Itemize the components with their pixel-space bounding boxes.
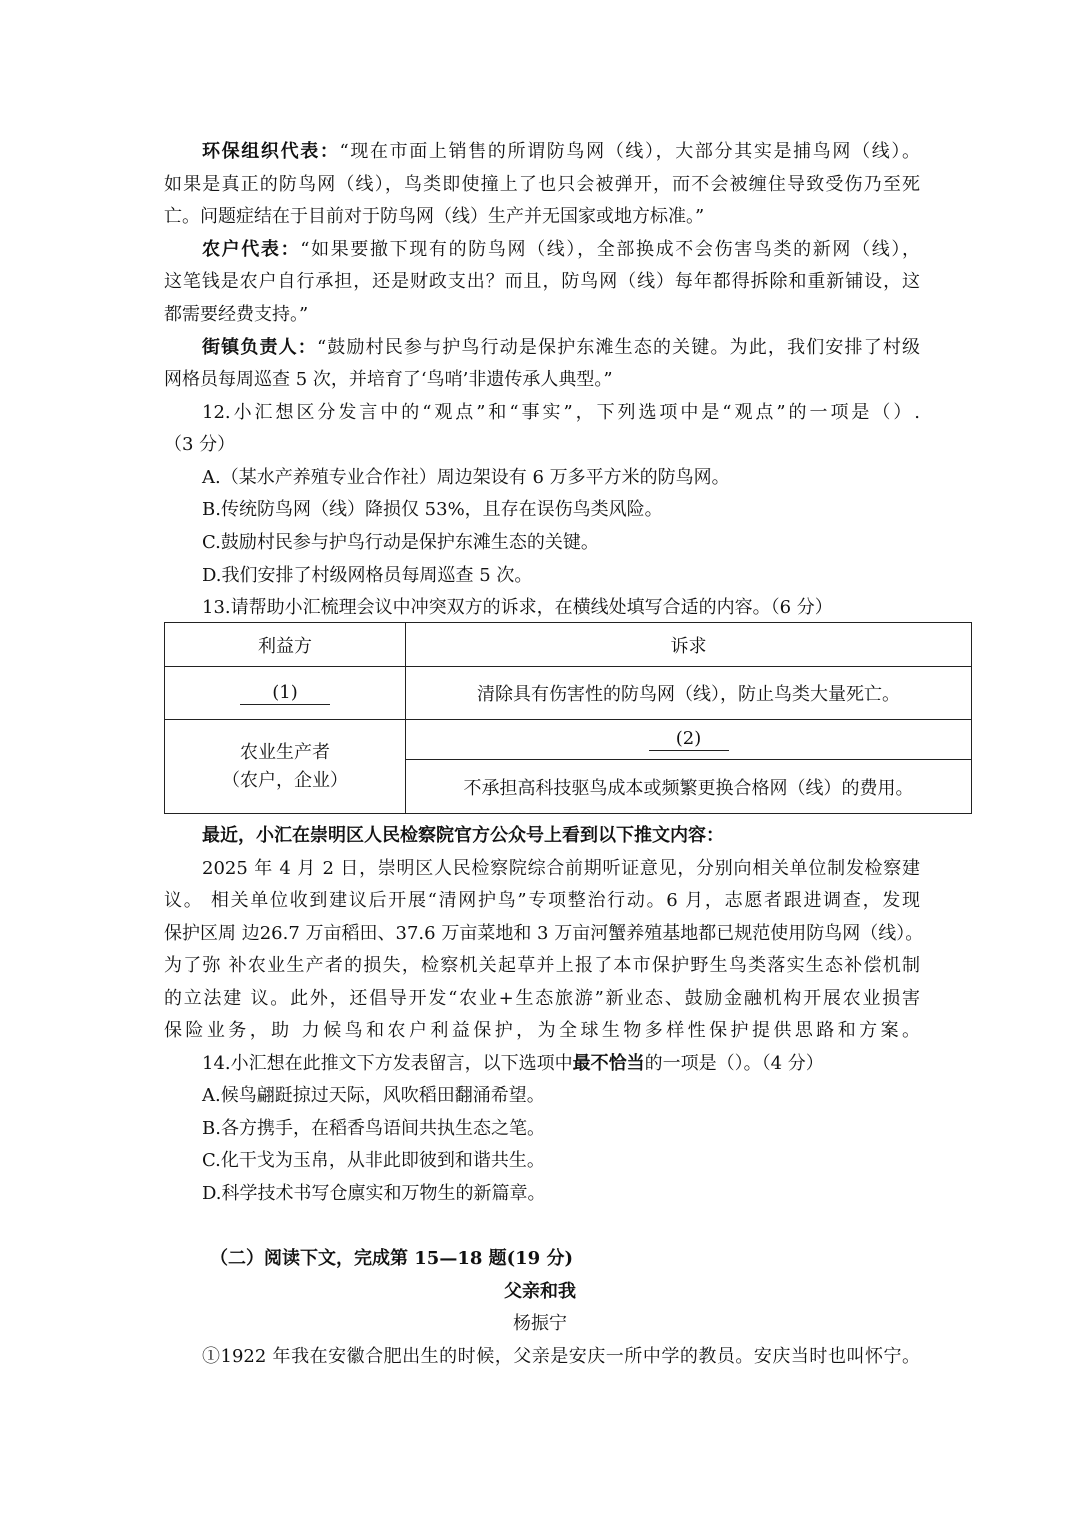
- article-paragraph-1: ①1922 年我在安徽合肥出生的时候，父亲是安庆一所中学的教员。安庆当时也叫怀宁。: [202, 1346, 920, 1367]
- article-author: 杨振宁: [513, 1313, 567, 1334]
- q12-stem: 12.小汇想区分发言中的“观点”和“事实”，下列选项中是“观点”的一项是（）.: [202, 402, 920, 423]
- farmer-rep-line-2: 这笔钱是农户自行承担，还是财政支出？而且，防鸟网（线）每年都得拆除和重新铺设，这: [164, 271, 920, 292]
- section-heading: （二）阅读下文，完成第 15—18 题(19 分): [210, 1248, 573, 1269]
- party-blank-cell: [165, 667, 406, 720]
- q14-option-a: A.候鸟翩跹掠过天际，风吹稻田翻涌希望。: [202, 1085, 545, 1106]
- tweet-line: 保险业务，助 力候鸟和农户利益保护，为全球生物多样性保护提供思路和方案。: [164, 1020, 920, 1041]
- q14-stem: 14.小汇想在此推文下方发表留言，以下选项中最不恰当的一项是（）。（4 分）: [202, 1053, 824, 1074]
- header-party: 利益方: [165, 623, 406, 667]
- street-rep-speaker: 街镇负责人：: [202, 337, 317, 358]
- claim-cell-2: 不承担高科技驱鸟成本或频繁更换合格网（线）的费用。: [406, 760, 972, 814]
- article-title: 父亲和我: [504, 1281, 576, 1302]
- party-detail: （农户，企业）: [222, 769, 348, 791]
- q13-stem: 13.请帮助小汇梳理会议中冲突双方的诉求，在横线处填写合适的内容。（6 分）: [202, 597, 833, 618]
- env-rep-line-3: 亡。问题症结在于目前对于防鸟网（线）生产并无国家或地方标准。”: [164, 206, 705, 227]
- claim-cell-1: 清除具有伤害性的防鸟网（线），防止鸟类大量死亡。: [406, 667, 972, 720]
- tweet-line: 议。 相关单位收到建议后开展“清网护鸟”专项整治行动。6 月，志愿者跟进调查，发现: [164, 890, 920, 911]
- tweet-line: 的立法建 议。此外，还倡导开发“农业+生态旅游”新业态、鼓励金融机构开展农业损害: [164, 988, 920, 1009]
- q12-option-a: A.（某水产养殖专业合作社）周边架设有 6 万多平方米的防鸟网。: [202, 467, 730, 488]
- q12-points: （3 分）: [164, 434, 236, 455]
- q14-option-b: B.各方携手，在稻香鸟语间共执生态之笔。: [202, 1118, 545, 1139]
- tweet-intro: 最近，小汇在崇明区人民检察院官方公众号上看到以下推文内容：: [202, 825, 724, 846]
- table-header-row: [165, 623, 972, 667]
- tweet-line: 保护区周 边26.7 万亩稻田、37.6 万亩菜地和 3 万亩河蟹养殖基地都已规范使用防鸟网（线）。: [164, 923, 924, 944]
- env-rep-line-2: 如果是真正的防鸟网（线），鸟类即使撞上了也只会被弹开，而不会被缠住导致受伤乃至死: [164, 174, 920, 195]
- claim-blank-cell: [406, 720, 972, 760]
- answer-blank-2[interactable]: (2): [649, 728, 729, 751]
- farmer-rep-line-1: 农户代表：“如果要撤下现有的防鸟网（线），全部换成不会伤害鸟类的新网（线），: [202, 239, 920, 260]
- q12-option-b: B.传统防鸟网（线）降损仅 53%，且存在误伤鸟类风险。: [202, 499, 663, 520]
- table-row: [165, 667, 972, 720]
- q12-option-c: C.鼓励村民参与护鸟行动是保护东滩生态的关键。: [202, 532, 599, 553]
- farmer-rep-speaker: 农户代表：: [202, 239, 301, 260]
- header-claim: 诉求: [406, 623, 972, 667]
- street-rep-line-2: 网格员每周巡查 5 次，并培育了‘鸟哨’非遗传承人典型。”: [164, 369, 613, 390]
- answer-blank-1[interactable]: (1): [240, 682, 330, 705]
- q12-option-d: D.我们安排了村级网格员每周巡查 5 次。: [202, 565, 533, 586]
- tweet-line: 2025 年 4 月 2 日，崇明区人民检察院综合前期听证意见，分别向相关单位制发检察建: [202, 858, 920, 879]
- party-name: 农业生产者: [240, 741, 330, 763]
- claims-table: [164, 622, 972, 814]
- table-row: [165, 720, 972, 760]
- party-cell-2: [165, 720, 406, 814]
- street-rep-line-1: 街镇负责人：“鼓励村民参与护鸟行动是保护东滩生态的关键。为此，我们安排了村级: [202, 337, 921, 358]
- env-rep-speaker: 环保组织代表：: [202, 141, 340, 162]
- tweet-line: 为了弥 补农业生产者的损失，检察机关起草并上报了本市保护野生鸟类落实生态补偿机制: [164, 955, 920, 976]
- env-rep-line-1: 环保组织代表：“现在市面上销售的所谓防鸟网（线），大部分其实是捕鸟网（线）。: [202, 141, 921, 162]
- farmer-rep-line-3: 都需要经费支持。”: [164, 304, 309, 325]
- q14-emphasis: 最不恰当: [572, 1053, 645, 1074]
- q14-option-c: C.化干戈为玉帛，从非此即彼到和谐共生。: [202, 1150, 545, 1171]
- q14-option-d: D.科学技术书写仓廪实和万物生的新篇章。: [202, 1183, 546, 1204]
